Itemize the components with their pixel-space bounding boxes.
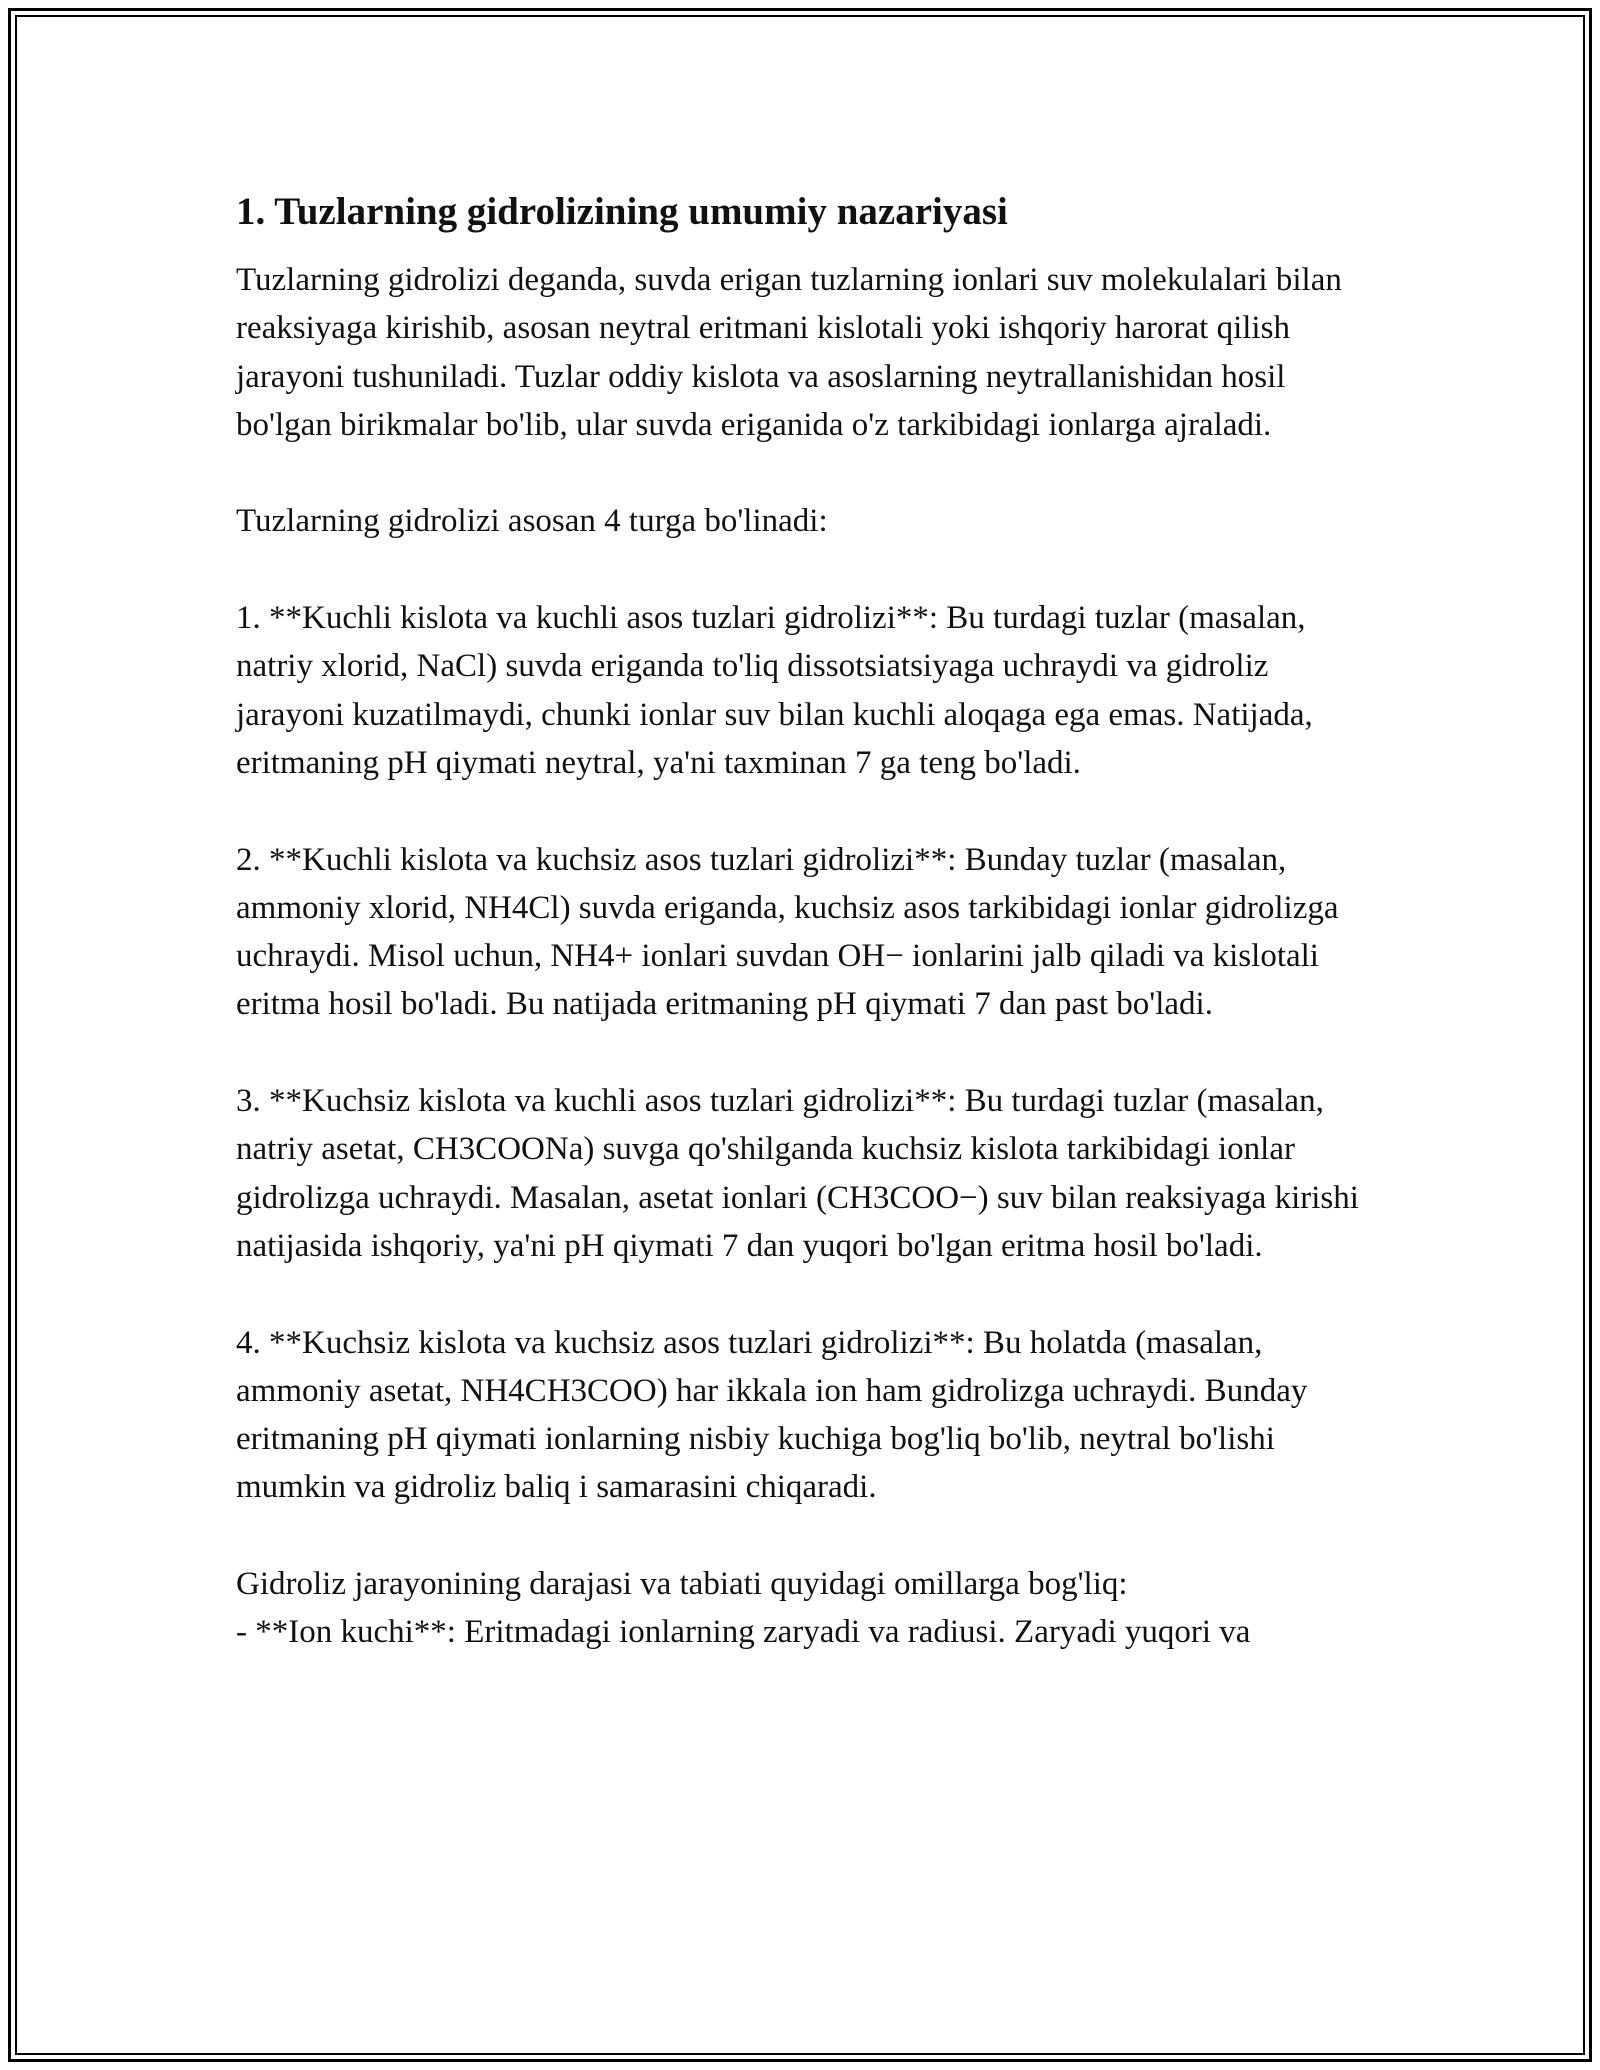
paragraph-intro: Tuzlarning gidrolizi deganda, suvda erigan tuzlarning ionlari suv molekulalari bilan reaksiyaga kirishib, asosan neytral eritmani kislotali yoki ishqoriy harorat qilish jarayoni tushuniladi. Tuzlar oddiy kislota va asoslarning neytrallanishidan hosil bo'lgan birikmalar bo'lib, ular suvda eriganida o'z tarkibidagi ionlarga ajraladi. <box>236 262 1342 443</box>
section-heading: 1. Tuzlarning gidrolizining umumiy nazariyasi <box>236 190 1008 233</box>
paragraph-factors-lead: Gidroliz jarayonining darajasi va tabiati quyidagi omillarga bog'liq: <box>236 1566 1128 1603</box>
paragraph-type-2: 2. **Kuchli kislota va kuchsiz asos tuzlari gidrolizi**: Bunday tuzlar (masalan, ammoniy xlorid, NH4Cl) suvda eriganda, kuchsiz asos tarkibidagi ionlar gidrolizga uchraydi. Misol uchun, NH4+ ionlari suvdan OH− ionlarini jalb qiladi va kislotali eritma hosil bo'ladi. Bu natijada eritmaning pH qiymati 7 dan past bo'ladi. <box>236 841 1339 1023</box>
paragraph-type-4: 4. **Kuchsiz kislota va kuchsiz asos tuzlari gidrolizi**: Bu holatda (masalan, ammoniy asetat, NH4CH3COO) har ikkala ion ham gidrolizga uchraydi. Bunday eritmaning pH qiymati ionlarning nisbiy kuchiga bog'liq bo'lib, neytral bo'lishi mumkin va gidroliz baliq i samarasini chiqaradi. <box>236 1324 1308 1506</box>
paragraph-type-1: 1. **Kuchli kislota va kuchli asos tuzlari gidrolizi**: Bu turdagi tuzlar (masalan, natriy xlorid, NaCl) suvda eriganda to'liq dissotsiatsiyaga uchraydi va gidroliz jarayoni kuzatilmaydi, chunki ionlar suv bilan kuchli aloqaga ega emas. Natijada, eritmaning pH qiymati neytral, ya'ni taxminan 7 ga teng bo'ladi. <box>236 600 1313 781</box>
paragraph-type-3: 3. **Kuchsiz kislota va kuchli asos tuzlari gidrolizi**: Bu turdagi tuzlar (masalan, natriy asetat, CH3COONa) suvga qo'shilganda kuchsiz kislota tarkibidagi ionlar gidrolizga uchraydi. Masalan, asetat ionlari (CH3COO−) suv bilan reaksiyaga kirishi natijasida ishqoriy, ya'ni pH qiymati 7 dan yuqori bo'lgan eritma hosil bo'ladi. <box>236 1083 1359 1264</box>
document-body <box>236 182 1376 1657</box>
paragraph-types-lead: Tuzlarning gidrolizi asosan 4 turga bo'linadi: <box>236 503 828 540</box>
paragraph-factor-ion-strength: - **Ion kuchi**: Eritmadagi ionlarning zaryadi va radiusi. Zaryadi yuqori va <box>236 1614 1251 1651</box>
